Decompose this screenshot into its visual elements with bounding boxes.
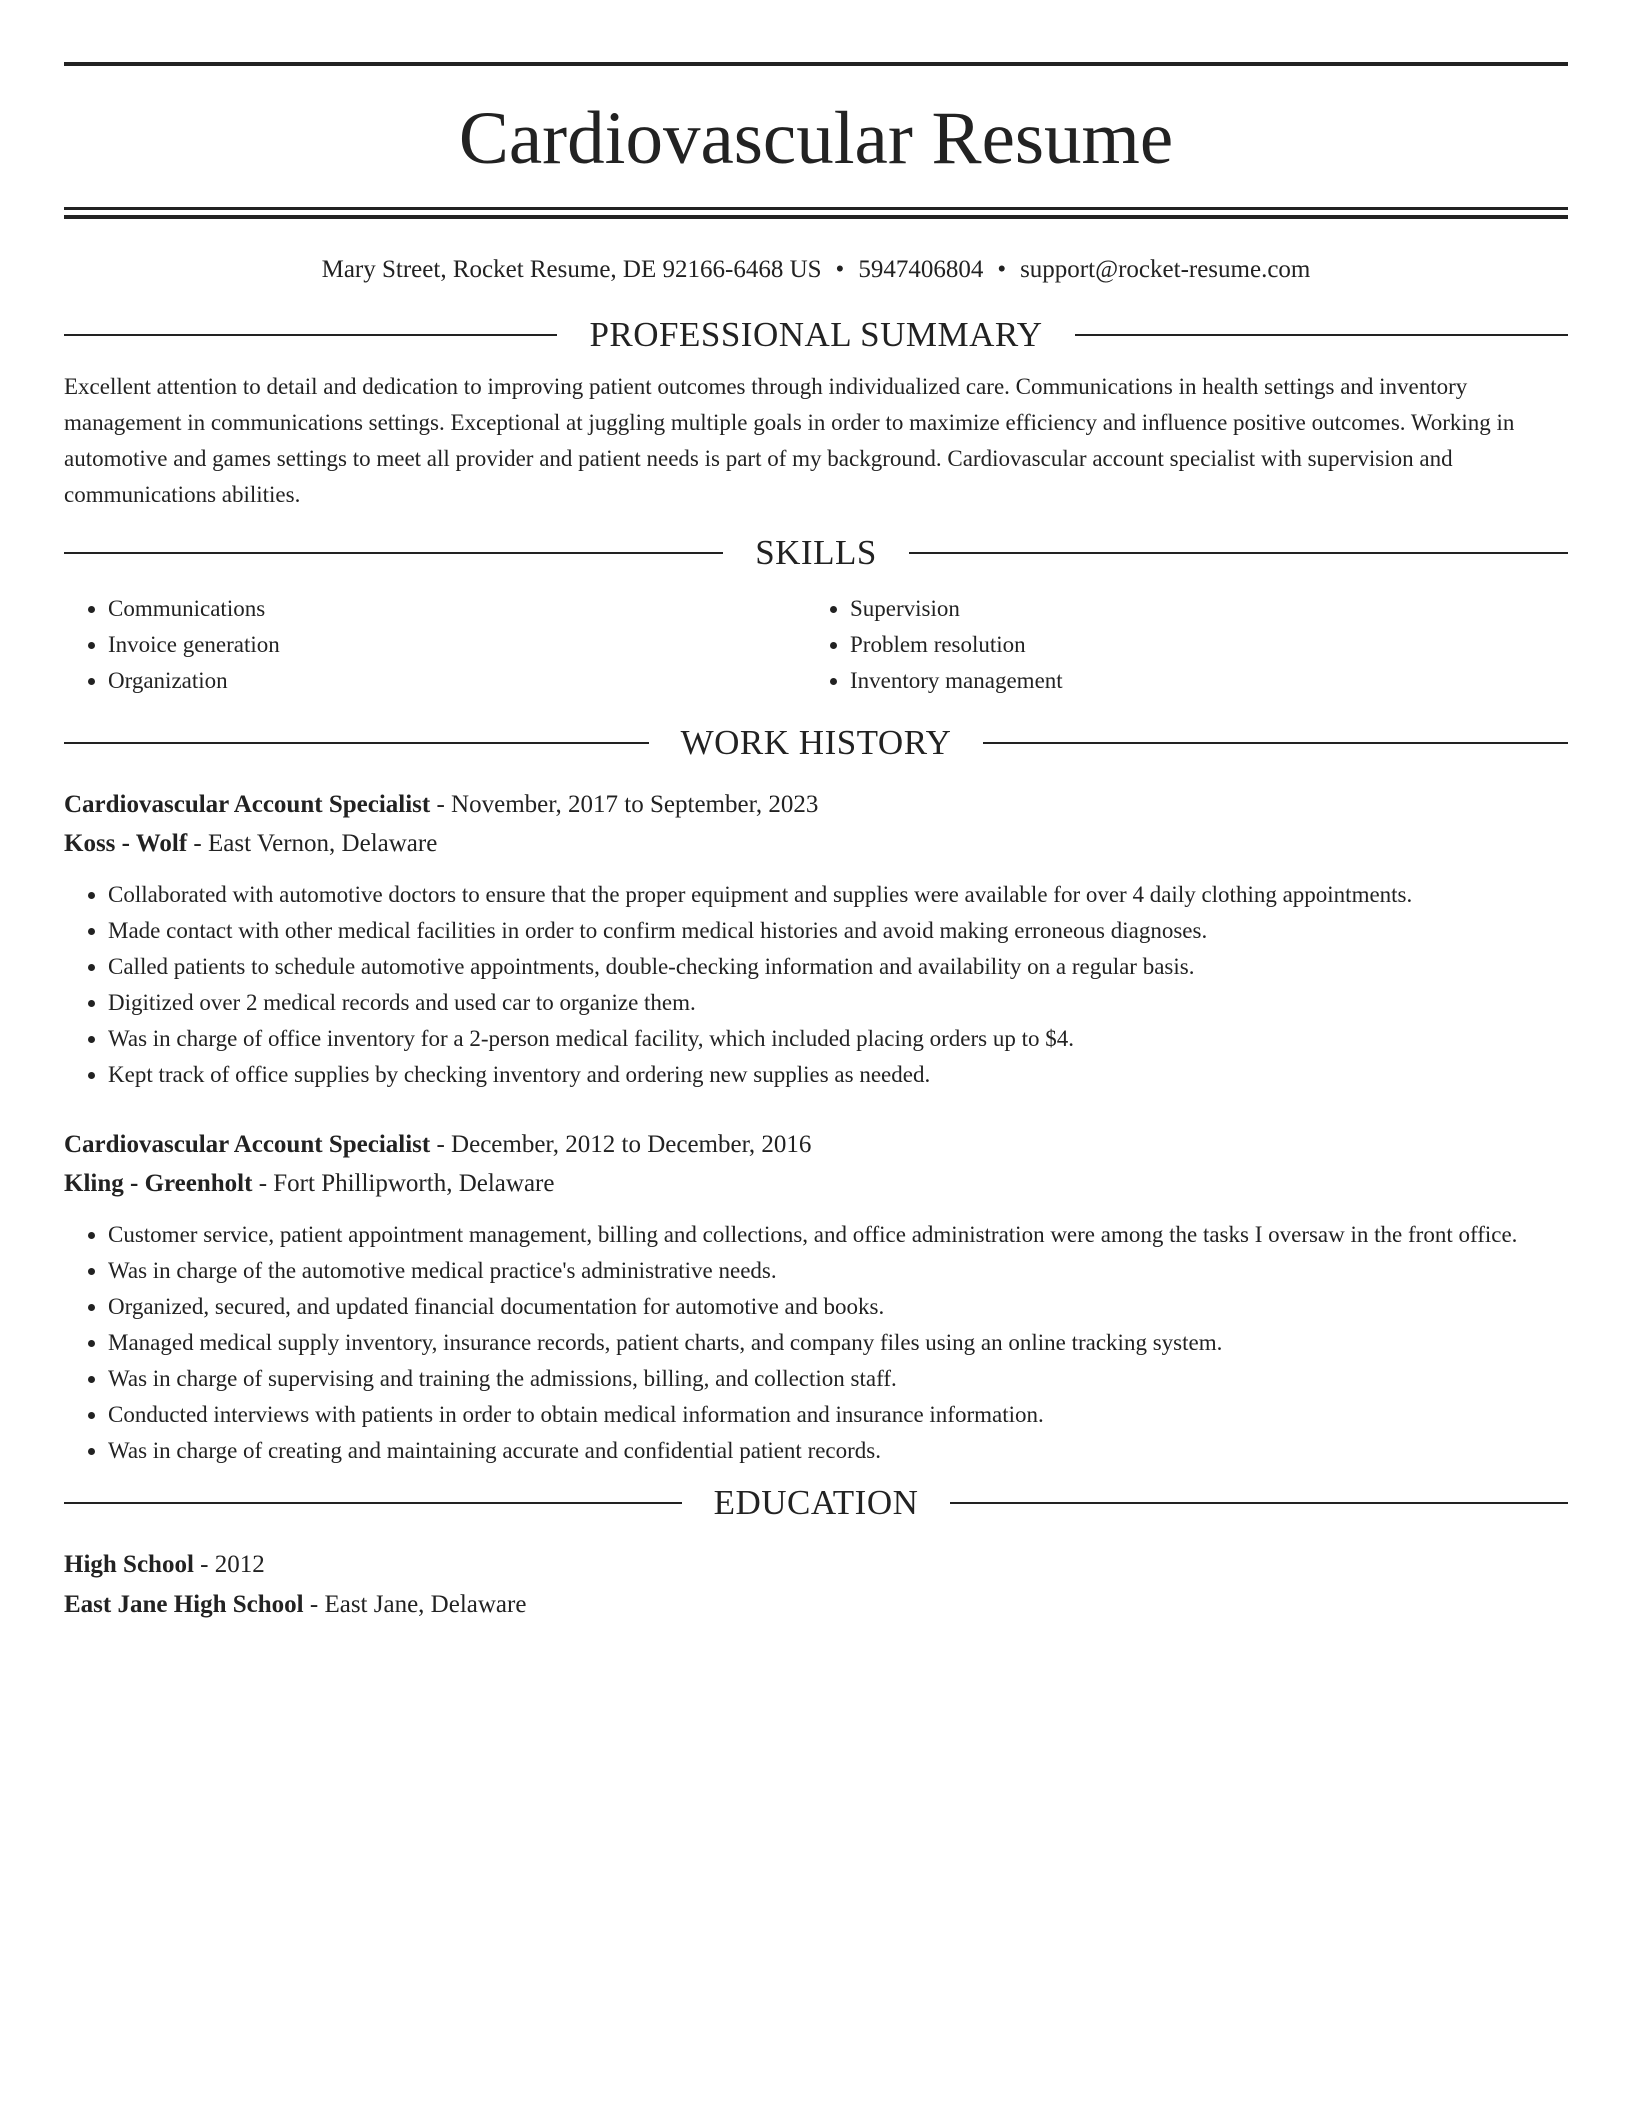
- job-bullet: • Made contact with other medical facilities in order to confirm medical histories and avoid making erroneous diagnoses.: [108, 913, 1568, 949]
- top-rule: [64, 62, 1568, 66]
- section-header-work: [64, 723, 1568, 763]
- education-year: - 2012: [193, 1551, 265, 1578]
- job-bullets: [64, 1217, 1568, 1469]
- job-bullet: • Collaborated with automotive doctors to ensure that the proper equipment and supplies were available for over 4 daily clothing appointments.: [108, 877, 1568, 913]
- job-entry: [64, 1125, 1568, 1469]
- education-school: East Jane High School: [64, 1591, 304, 1618]
- address: Mary Street, Rocket Resume, DE 92166-6468 US: [321, 256, 822, 283]
- job-company: Kling - Greenholt: [64, 1170, 253, 1197]
- job-title-line: [64, 1125, 1568, 1164]
- skills-list: [64, 591, 1568, 699]
- job-bullet: • Managed medical supply inventory, insurance records, patient charts, and company files using an online tracking system.: [108, 1325, 1568, 1361]
- section-header-education: [64, 1483, 1568, 1523]
- skills-column-right: [806, 591, 1548, 699]
- skill-item: • Communications: [108, 591, 806, 627]
- education-entry: [64, 1545, 1568, 1625]
- job-company: Koss - Wolf: [64, 830, 188, 857]
- section-rule: [64, 1502, 682, 1504]
- job-bullet: • Customer service, patient appointment management, billing and collections, and office administration were among the tasks I oversaw in the front office.: [108, 1217, 1568, 1253]
- job-entry: [64, 785, 1568, 1093]
- email: support@rocket-resume.com: [1020, 256, 1311, 283]
- section-rule: [64, 334, 557, 336]
- education-degree: High School: [64, 1551, 194, 1578]
- job-role: Cardiovascular Account Specialist: [64, 791, 431, 818]
- job-dates: - December, 2012 to December, 2016: [430, 1131, 812, 1158]
- section-title-skills: SKILLS: [755, 533, 877, 572]
- skill-item: • Inventory management: [850, 663, 1548, 699]
- summary-text: Excellent attention to detail and dedication to improving patient outcomes through individualized care. Communications in health settings and inventory management in communications settings. Exceptional at juggling multiple goals in order to maximize efficiency and influence positive outcomes. Working in automotive and games settings to meet all provider and patient needs is part of my background. Cardiovascular account specialist with supervision and communications abilities.: [64, 374, 1515, 507]
- job-location: - Fort Phillipworth, Delaware: [252, 1170, 555, 1197]
- job-bullet: • Was in charge of the automotive medical practice's administrative needs.: [108, 1253, 1568, 1289]
- job-bullet: • Kept track of office supplies by checking inventory and ordering new supplies as needed.: [108, 1057, 1568, 1093]
- job-dates: - November, 2017 to September, 2023: [430, 791, 819, 818]
- separator-dot: •: [997, 256, 1007, 283]
- section-rule: [64, 552, 723, 554]
- contact-line: [64, 255, 1568, 285]
- skill-item: • Problem resolution: [850, 627, 1548, 663]
- section-title-education: EDUCATION: [713, 1483, 919, 1522]
- job-company-line: [64, 1164, 1568, 1203]
- education-school-line: [64, 1585, 1568, 1625]
- job-location: - East Vernon, Delaware: [187, 830, 438, 857]
- section-title-summary: PROFESSIONAL SUMMARY: [589, 315, 1043, 354]
- job-role: Cardiovascular Account Specialist: [64, 1131, 431, 1158]
- section-rule: [909, 552, 1568, 554]
- resume-page: [64, 0, 1568, 1625]
- job-bullet: • Was in charge of supervising and training the admissions, billing, and collection staff.: [108, 1361, 1568, 1397]
- job-bullets: [64, 877, 1568, 1093]
- separator-dot: •: [835, 256, 845, 283]
- double-rule: [64, 207, 1568, 219]
- job-bullet: • Was in charge of creating and maintaining accurate and confidential patient records.: [108, 1433, 1568, 1469]
- job-bullet: • Called patients to schedule automotive appointments, double-checking information and availability on a regular basis.: [108, 949, 1568, 985]
- phone: 5947406804: [858, 256, 984, 283]
- job-bullet: • Was in charge of office inventory for a 2-person medical facility, which included placing orders up to $4.: [108, 1021, 1568, 1057]
- resume-title: Cardiovascular Resume: [458, 97, 1174, 180]
- section-rule: [64, 742, 649, 744]
- skill-item: • Supervision: [850, 591, 1548, 627]
- section-rule: [983, 742, 1568, 744]
- job-bullet: • Conducted interviews with patients in order to obtain medical information and insurance information.: [108, 1397, 1568, 1433]
- skill-item: • Invoice generation: [108, 627, 806, 663]
- skill-item: • Organization: [108, 663, 806, 699]
- section-header-skills: [64, 533, 1568, 573]
- job-title-line: [64, 785, 1568, 824]
- job-company-line: [64, 824, 1568, 863]
- section-header-summary: [64, 315, 1568, 355]
- job-bullet: • Digitized over 2 medical records and used car to organize them.: [108, 985, 1568, 1021]
- education-location: - East Jane, Delaware: [303, 1591, 527, 1618]
- section-rule: [1075, 334, 1568, 336]
- section-title-work: WORK HISTORY: [680, 723, 952, 762]
- job-bullet: • Organized, secured, and updated financial documentation for automotive and books.: [108, 1289, 1568, 1325]
- education-degree-line: [64, 1545, 1568, 1585]
- section-rule: [950, 1502, 1568, 1504]
- skills-column-left: [64, 591, 806, 699]
